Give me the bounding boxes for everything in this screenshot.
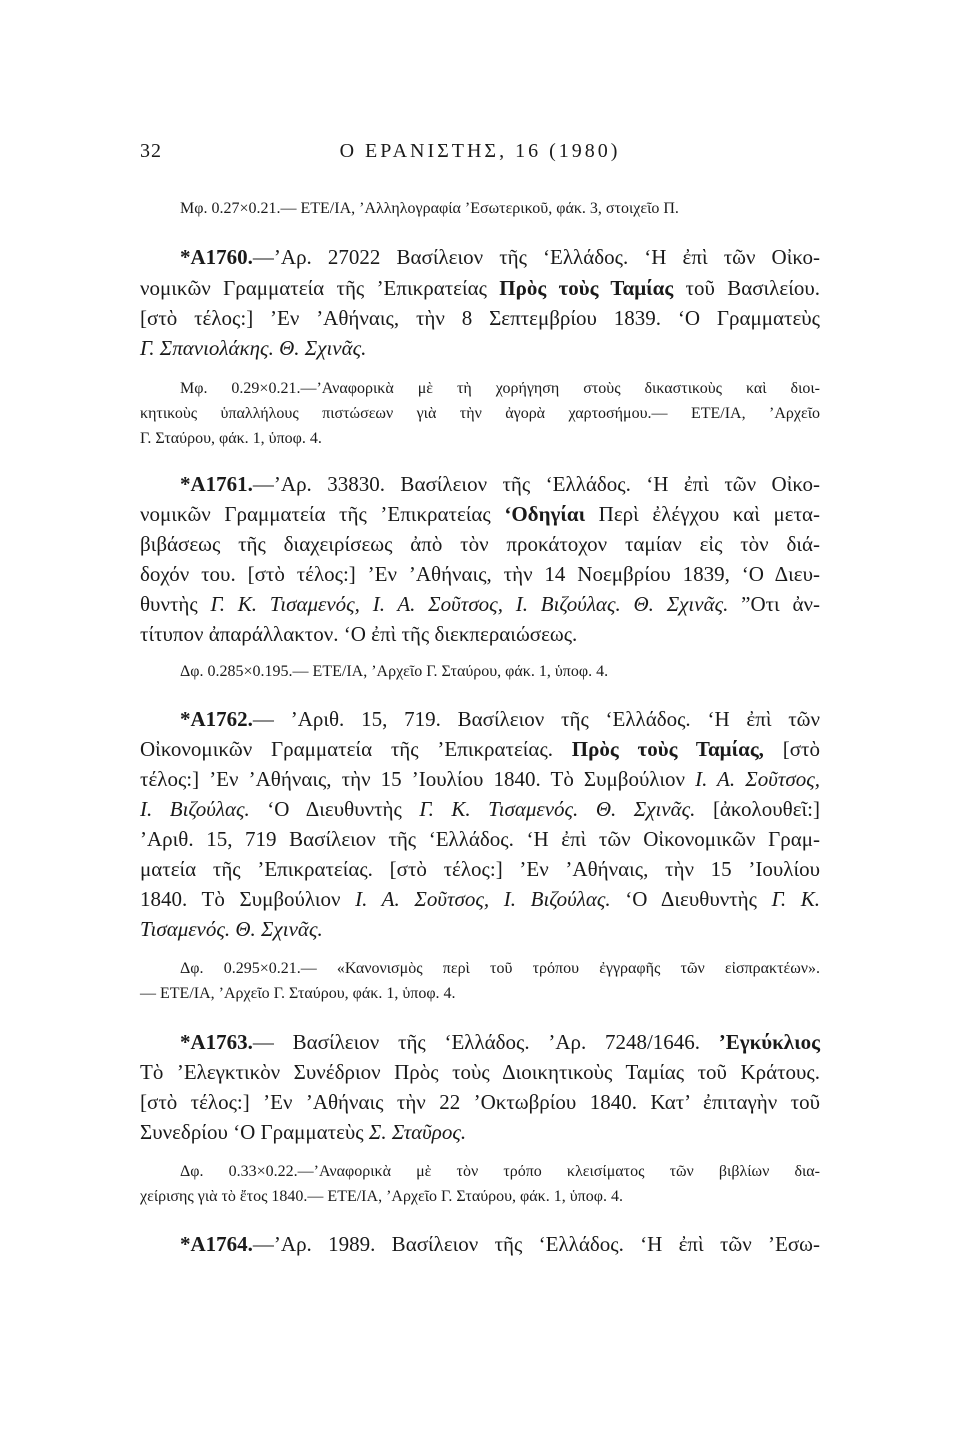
entry-note: Δφ. 0.295×0.21.— «Κανονισμὸς περὶ τοῦ τρόπου ἐγγραφῆς τῶν εἰσπρακτέων». — [180, 960, 820, 977]
entry-line: νομικῶν Γραμματεία τῆς ’Επικρατείας Πρὸς τοὺς Ταμίας τοῦ Βασιλείου. — [140, 276, 820, 300]
entry-line: [στὸ τέλος:] ’Εν ’Αθήναις τὴν 22 ’Οκτωβρίου 1840. Κατ’ ἐπιταγὴν τοῦ — [140, 1090, 820, 1114]
entry-line: Οἰκονομικῶν Γραμματεία τῆς ’Επικρατείας. Πρὸς τοὺς Ταμίας, [στὸ — [140, 737, 820, 761]
entry-first-line: *Α1764.—’Αρ. 1989. Βασίλειον τῆς ‘Ελλάδος. ‘Η ἐπὶ τῶν ’Εσω- — [180, 1232, 820, 1256]
entry-id: *Α1764. — [180, 1232, 253, 1256]
entry-id: *Α1762. — [180, 707, 253, 731]
entry-line: Γ. Σπανιολάκης. Θ. Σχινᾶς. — [140, 336, 367, 360]
entry-id: *Α1763. — [180, 1030, 253, 1054]
entry-first-line: *Α1763.— Βασίλειον τῆς ‘Ελλάδος. ’Αρ. 7248/1646. ’Εγκύκλιος — [180, 1030, 820, 1054]
entry-first-line: *Α1760.—’Αρ. 27022 Βασίλειον τῆς ‘Ελλάδος. ‘Η ἐπὶ τῶν Οἰκο- — [180, 245, 820, 269]
entry-line: ματεία τῆς ’Επικρατείας. [στὸ τέλος:] ’Εν ’Αθήναις, τὴν 15 ’Ιουλίου — [140, 857, 820, 881]
entry-note: Γ. Σταύρου, φάκ. 1, ὑποφ. 4. — [140, 430, 322, 447]
journal-title: Ο ΕΡΑΝΙΣΤΗΣ, 16 (1980) — [339, 140, 621, 162]
entry-line: Τισαμενός. Θ. Σχινᾶς. — [140, 917, 323, 941]
entry-line: βιβάσεως τῆς διαχειρίσεως ἀπὸ τὸν προκάτοχον ταμίαν εἰς τὸν διά- — [140, 532, 820, 556]
entry-first-line: *Α1762.— ’Αριθ. 15, 719. Βασίλειον τῆς ‘Ελλάδος. ‘Η ἐπὶ τῶν — [180, 707, 820, 731]
entry-first-line: *Α1761.—’Αρ. 33830. Βασίλειον τῆς ‘Ελλάδος. ‘Η ἐπὶ τῶν Οἰκο- — [180, 472, 820, 496]
entry-line: Τὸ ’Ελεγκτικὸν Συνέδριον Πρὸς τοὺς Διοικητικοὺς Ταμίας τοῦ Κράτους. — [140, 1060, 820, 1084]
entry-line: ’Αριθ. 15, 719 Βασίλειον τῆς ‘Ελλάδος. ‘Η ἐπὶ τῶν Οἰκονομικῶν Γραμ- — [140, 827, 820, 851]
entry-line: νομικῶν Γραμματεία τῆς ’Επικρατείας ‘Οδηγίαι Περὶ ἐλέγχου καὶ μετα- — [140, 502, 820, 526]
entry-line: δοχόν του. [στὸ τέλος:] ’Εν ’Αθήναις, τὴν 14 Νοεμβρίου 1839, ‘Ο Διευ- — [140, 562, 820, 586]
intro-citation: Μφ. 0.27×0.21.— ΕΤΕ/ΙΑ, ’Αλληλογραφία ’Εσωτερικοῦ, φάκ. 3, στοιχεῖο Π. — [180, 200, 679, 217]
entry-line: 1840. Τὸ Συμβούλιον Ι. Α. Σοῦτσος, Ι. Βιζούλας. ‘Ο Διευθυντὴς Γ. Κ. — [140, 887, 820, 911]
entry-note: χείρισης γιὰ τὸ ἔτος 1840.— ΕΤΕ/ΙΑ, ’Αρχεῖο Γ. Σταύρου, φάκ. 1, ὑποφ. 4. — [140, 1188, 623, 1205]
entry-line: τίτυπον ἀπαράλλακτον. ‘Ο ἐπὶ τῆς διεκπεραιώσεως. — [140, 622, 578, 646]
entry-line: τέλος:] ’Εν ’Αθήναις, τὴν 15 ’Ιουλίου 1840. Τὸ Συμβούλιον Ι. Α. Σοῦτσος, — [140, 767, 821, 791]
entry-note: Μφ. 0.29×0.21.—’Αναφορικὰ μὲ τὴ χορήγηση στοὺς δικαστικοὺς καὶ διοι- — [180, 380, 820, 397]
entry-line: θυντὴς Γ. Κ. Τισαμενός, Ι. Α. Σοῦτσος, Ι. Βιζούλας. Θ. Σχινᾶς. ”Οτι ἀν- — [140, 592, 820, 616]
entry-note: — ΕΤΕ/ΙΑ, ’Αρχεῖο Γ. Σταύρου, φάκ. 1, ὑποφ. 4. — [140, 985, 456, 1002]
entry-note: Δφ. 0.33×0.22.—’Αναφορικὰ μὲ τὸν τρόπο κλεισίματος τῶν βιβλίων δια- — [180, 1163, 820, 1180]
running-header — [140, 140, 820, 170]
entry-note: Δφ. 0.285×0.195.— ΕΤΕ/ΙΑ, ’Αρχεῖο Γ. Σταύρου, φάκ. 1, ὑποφ. 4. — [180, 663, 609, 680]
entry-line: Ι. Βιζούλας. ‘Ο Διευθυντὴς Γ. Κ. Τισαμενός. Θ. Σχινᾶς. [ἀκολουθεῖ:] — [140, 797, 820, 821]
entry-line: Συνεδρίου ‘Ο Γραμματεὺς Σ. Σταῦρος. — [140, 1120, 467, 1144]
entry-line: [στὸ τέλος:] ’Εν ’Αθήναις, τὴν 8 Σεπτεμβρίου 1839. ‘Ο Γραμματεὺς — [140, 306, 820, 330]
entry-note: κητικοὺς ὑπαλλήλους πιστώσεων γιὰ τὴν ἀγορὰ χαρτοσήμου.— ΕΤΕ/ΙΑ, ’Αρχεῖο — [140, 405, 820, 422]
entry-id: *Α1761. — [180, 472, 253, 496]
page-number: 32 — [140, 140, 162, 162]
entry-id: *Α1760. — [180, 245, 253, 269]
